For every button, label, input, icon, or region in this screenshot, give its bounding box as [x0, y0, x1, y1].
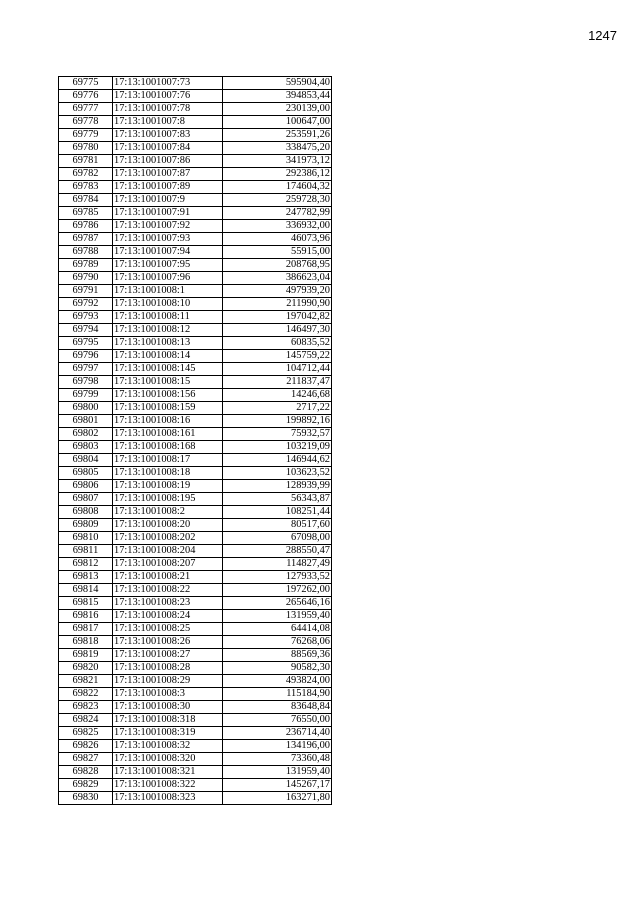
table-row	[59, 103, 332, 116]
row-id-cell: 69795	[59, 337, 113, 350]
table-row	[59, 740, 332, 753]
table-row	[59, 649, 332, 662]
row-id-cell: 69807	[59, 493, 113, 506]
table-row	[59, 701, 332, 714]
amount-cell: 174604,32	[223, 181, 332, 194]
amount-cell: 76268,06	[223, 636, 332, 649]
row-id-cell: 69815	[59, 597, 113, 610]
row-id-cell: 69793	[59, 311, 113, 324]
cadastral-number-cell: 17:13:1001008:27	[113, 649, 223, 662]
amount-cell: 292386,12	[223, 168, 332, 181]
row-id-cell: 69822	[59, 688, 113, 701]
row-id-cell: 69829	[59, 779, 113, 792]
amount-cell: 595904,40	[223, 77, 332, 90]
cadastral-number-cell: 17:13:1001008:322	[113, 779, 223, 792]
table-row	[59, 506, 332, 519]
amount-cell: 131959,40	[223, 766, 332, 779]
cadastral-number-cell: 17:13:1001008:321	[113, 766, 223, 779]
table-row	[59, 350, 332, 363]
row-id-cell: 69820	[59, 662, 113, 675]
cadastral-number-cell: 17:13:1001008:22	[113, 584, 223, 597]
cadastral-number-cell: 17:13:1001007:73	[113, 77, 223, 90]
row-id-cell: 69791	[59, 285, 113, 298]
table-row	[59, 389, 332, 402]
cadastral-number-cell: 17:13:1001008:28	[113, 662, 223, 675]
amount-cell: 146944,62	[223, 454, 332, 467]
table-row	[59, 675, 332, 688]
table-row	[59, 181, 332, 194]
row-id-cell: 69828	[59, 766, 113, 779]
cadastral-number-cell: 17:13:1001008:202	[113, 532, 223, 545]
amount-cell: 56343,87	[223, 493, 332, 506]
table-row	[59, 467, 332, 480]
amount-cell: 199892,16	[223, 415, 332, 428]
row-id-cell: 69775	[59, 77, 113, 90]
amount-cell: 145267,17	[223, 779, 332, 792]
cadastral-number-cell: 17:13:1001007:86	[113, 155, 223, 168]
cadastral-number-cell: 17:13:1001008:26	[113, 636, 223, 649]
table-row	[59, 545, 332, 558]
table-row	[59, 584, 332, 597]
row-id-cell: 69782	[59, 168, 113, 181]
amount-cell: 127933,52	[223, 571, 332, 584]
row-id-cell: 69783	[59, 181, 113, 194]
cadastral-number-cell: 17:13:1001008:195	[113, 493, 223, 506]
row-id-cell: 69788	[59, 246, 113, 259]
cadastral-number-cell: 17:13:1001008:156	[113, 389, 223, 402]
row-id-cell: 69786	[59, 220, 113, 233]
table-row	[59, 233, 332, 246]
table-row	[59, 493, 332, 506]
table-row	[59, 142, 332, 155]
row-id-cell: 69819	[59, 649, 113, 662]
cadastral-number-cell: 17:13:1001008:12	[113, 324, 223, 337]
amount-cell: 100647,00	[223, 116, 332, 129]
row-id-cell: 69805	[59, 467, 113, 480]
amount-cell: 104712,44	[223, 363, 332, 376]
table-row	[59, 766, 332, 779]
amount-cell: 128939,99	[223, 480, 332, 493]
amount-cell: 46073,96	[223, 233, 332, 246]
cadastral-number-cell: 17:13:1001008:320	[113, 753, 223, 766]
row-id-cell: 69809	[59, 519, 113, 532]
row-id-cell: 69813	[59, 571, 113, 584]
table-row	[59, 220, 332, 233]
cadastral-number-cell: 17:13:1001008:16	[113, 415, 223, 428]
cadastral-number-cell: 17:13:1001008:30	[113, 701, 223, 714]
table-row	[59, 272, 332, 285]
cadastral-number-cell: 17:13:1001008:32	[113, 740, 223, 753]
row-id-cell: 69784	[59, 194, 113, 207]
amount-cell: 115184,90	[223, 688, 332, 701]
cadastral-number-cell: 17:13:1001008:161	[113, 428, 223, 441]
row-id-cell: 69802	[59, 428, 113, 441]
amount-cell: 131959,40	[223, 610, 332, 623]
table-row	[59, 519, 332, 532]
table-row	[59, 688, 332, 701]
cadastral-number-cell: 17:13:1001008:3	[113, 688, 223, 701]
row-id-cell: 69798	[59, 376, 113, 389]
cadastral-number-cell: 17:13:1001007:94	[113, 246, 223, 259]
table-row	[59, 194, 332, 207]
table-row	[59, 298, 332, 311]
table-row	[59, 532, 332, 545]
table-body	[59, 77, 332, 805]
table-row	[59, 636, 332, 649]
table-row	[59, 129, 332, 142]
row-id-cell: 69789	[59, 259, 113, 272]
table-row	[59, 168, 332, 181]
row-id-cell: 69781	[59, 155, 113, 168]
row-id-cell: 69823	[59, 701, 113, 714]
cadastral-number-cell: 17:13:1001008:25	[113, 623, 223, 636]
table-row	[59, 610, 332, 623]
cadastral-number-cell: 17:13:1001007:93	[113, 233, 223, 246]
cadastral-number-cell: 17:13:1001008:21	[113, 571, 223, 584]
cadastral-number-cell: 17:13:1001007:87	[113, 168, 223, 181]
amount-cell: 75932,57	[223, 428, 332, 441]
data-table	[58, 76, 332, 805]
table-row	[59, 376, 332, 389]
cadastral-number-cell: 17:13:1001007:84	[113, 142, 223, 155]
page-number: 1247	[588, 28, 617, 43]
cadastral-number-cell: 17:13:1001008:2	[113, 506, 223, 519]
row-id-cell: 69799	[59, 389, 113, 402]
table-row	[59, 792, 332, 805]
table-row	[59, 285, 332, 298]
table-row	[59, 402, 332, 415]
row-id-cell: 69810	[59, 532, 113, 545]
table-row	[59, 337, 332, 350]
cadastral-number-cell: 17:13:1001007:8	[113, 116, 223, 129]
table-row	[59, 415, 332, 428]
amount-cell: 208768,95	[223, 259, 332, 272]
cadastral-number-cell: 17:13:1001008:13	[113, 337, 223, 350]
amount-cell: 197042,82	[223, 311, 332, 324]
amount-cell: 497939,20	[223, 285, 332, 298]
amount-cell: 338475,20	[223, 142, 332, 155]
cadastral-number-cell: 17:13:1001008:204	[113, 545, 223, 558]
row-id-cell: 69780	[59, 142, 113, 155]
amount-cell: 386623,04	[223, 272, 332, 285]
row-id-cell: 69796	[59, 350, 113, 363]
row-id-cell: 69821	[59, 675, 113, 688]
amount-cell: 108251,44	[223, 506, 332, 519]
table-row	[59, 597, 332, 610]
table-row	[59, 116, 332, 129]
amount-cell: 14246,68	[223, 389, 332, 402]
row-id-cell: 69785	[59, 207, 113, 220]
table-row	[59, 77, 332, 90]
table-row	[59, 714, 332, 727]
amount-cell: 230139,00	[223, 103, 332, 116]
row-id-cell: 69792	[59, 298, 113, 311]
row-id-cell: 69804	[59, 454, 113, 467]
table-row	[59, 324, 332, 337]
row-id-cell: 69808	[59, 506, 113, 519]
row-id-cell: 69779	[59, 129, 113, 142]
amount-cell: 253591,26	[223, 129, 332, 142]
row-id-cell: 69825	[59, 727, 113, 740]
row-id-cell: 69816	[59, 610, 113, 623]
amount-cell: 288550,47	[223, 545, 332, 558]
amount-cell: 67098,00	[223, 532, 332, 545]
amount-cell: 134196,00	[223, 740, 332, 753]
amount-cell: 76550,00	[223, 714, 332, 727]
table-row	[59, 428, 332, 441]
amount-cell: 64414,08	[223, 623, 332, 636]
amount-cell: 2717,22	[223, 402, 332, 415]
table-row	[59, 779, 332, 792]
table-row	[59, 753, 332, 766]
amount-cell: 88569,36	[223, 649, 332, 662]
row-id-cell: 69817	[59, 623, 113, 636]
cadastral-number-cell: 17:13:1001007:96	[113, 272, 223, 285]
row-id-cell: 69826	[59, 740, 113, 753]
row-id-cell: 69827	[59, 753, 113, 766]
amount-cell: 197262,00	[223, 584, 332, 597]
cadastral-number-cell: 17:13:1001008:319	[113, 727, 223, 740]
amount-cell: 103219,09	[223, 441, 332, 454]
cadastral-number-cell: 17:13:1001008:15	[113, 376, 223, 389]
table-row	[59, 480, 332, 493]
row-id-cell: 69811	[59, 545, 113, 558]
table-row	[59, 259, 332, 272]
row-id-cell: 69794	[59, 324, 113, 337]
amount-cell: 145759,22	[223, 350, 332, 363]
table-row	[59, 558, 332, 571]
cadastral-number-cell: 17:13:1001008:24	[113, 610, 223, 623]
table-row	[59, 207, 332, 220]
cadastral-number-cell: 17:13:1001008:19	[113, 480, 223, 493]
row-id-cell: 69797	[59, 363, 113, 376]
amount-cell: 146497,30	[223, 324, 332, 337]
cadastral-number-cell: 17:13:1001008:1	[113, 285, 223, 298]
amount-cell: 265646,16	[223, 597, 332, 610]
cadastral-number-cell: 17:13:1001007:92	[113, 220, 223, 233]
row-id-cell: 69787	[59, 233, 113, 246]
table-row	[59, 623, 332, 636]
table-row	[59, 454, 332, 467]
amount-cell: 236714,40	[223, 727, 332, 740]
row-id-cell: 69801	[59, 415, 113, 428]
cadastral-number-cell: 17:13:1001008:159	[113, 402, 223, 415]
row-id-cell: 69800	[59, 402, 113, 415]
row-id-cell: 69778	[59, 116, 113, 129]
table-row	[59, 311, 332, 324]
cadastral-number-cell: 17:13:1001008:207	[113, 558, 223, 571]
amount-cell: 73360,48	[223, 753, 332, 766]
cadastral-number-cell: 17:13:1001008:14	[113, 350, 223, 363]
cadastral-number-cell: 17:13:1001008:323	[113, 792, 223, 805]
cadastral-number-cell: 17:13:1001007:91	[113, 207, 223, 220]
row-id-cell: 69814	[59, 584, 113, 597]
row-id-cell: 69812	[59, 558, 113, 571]
cadastral-number-cell: 17:13:1001007:76	[113, 90, 223, 103]
amount-cell: 394853,44	[223, 90, 332, 103]
cadastral-number-cell: 17:13:1001008:29	[113, 675, 223, 688]
amount-cell: 83648,84	[223, 701, 332, 714]
cadastral-number-cell: 17:13:1001007:9	[113, 194, 223, 207]
amount-cell: 247782,99	[223, 207, 332, 220]
cadastral-number-cell: 17:13:1001008:11	[113, 311, 223, 324]
cadastral-number-cell: 17:13:1001008:168	[113, 441, 223, 454]
row-id-cell: 69806	[59, 480, 113, 493]
table-row	[59, 571, 332, 584]
cadastral-number-cell: 17:13:1001007:83	[113, 129, 223, 142]
row-id-cell: 69830	[59, 792, 113, 805]
amount-cell: 114827,49	[223, 558, 332, 571]
table-row	[59, 662, 332, 675]
table-row	[59, 363, 332, 376]
row-id-cell: 69776	[59, 90, 113, 103]
amount-cell: 211990,90	[223, 298, 332, 311]
row-id-cell: 69824	[59, 714, 113, 727]
cadastral-number-cell: 17:13:1001008:318	[113, 714, 223, 727]
table-row	[59, 727, 332, 740]
amount-cell: 60835,52	[223, 337, 332, 350]
amount-cell: 341973,12	[223, 155, 332, 168]
cadastral-number-cell: 17:13:1001008:23	[113, 597, 223, 610]
amount-cell: 163271,80	[223, 792, 332, 805]
table-row	[59, 441, 332, 454]
cadastral-number-cell: 17:13:1001007:95	[113, 259, 223, 272]
amount-cell: 103623,52	[223, 467, 332, 480]
cadastral-number-cell: 17:13:1001007:78	[113, 103, 223, 116]
table-row	[59, 90, 332, 103]
cadastral-number-cell: 17:13:1001007:89	[113, 181, 223, 194]
row-id-cell: 69790	[59, 272, 113, 285]
cadastral-number-cell: 17:13:1001008:20	[113, 519, 223, 532]
row-id-cell: 69777	[59, 103, 113, 116]
amount-cell: 90582,30	[223, 662, 332, 675]
table-row	[59, 246, 332, 259]
cadastral-number-cell: 17:13:1001008:10	[113, 298, 223, 311]
amount-cell: 493824,00	[223, 675, 332, 688]
row-id-cell: 69803	[59, 441, 113, 454]
row-id-cell: 69818	[59, 636, 113, 649]
amount-cell: 55915,00	[223, 246, 332, 259]
cadastral-number-cell: 17:13:1001008:17	[113, 454, 223, 467]
cadastral-number-cell: 17:13:1001008:145	[113, 363, 223, 376]
table-row	[59, 155, 332, 168]
amount-cell: 211837,47	[223, 376, 332, 389]
amount-cell: 259728,30	[223, 194, 332, 207]
amount-cell: 336932,00	[223, 220, 332, 233]
cadastral-number-cell: 17:13:1001008:18	[113, 467, 223, 480]
amount-cell: 80517,60	[223, 519, 332, 532]
